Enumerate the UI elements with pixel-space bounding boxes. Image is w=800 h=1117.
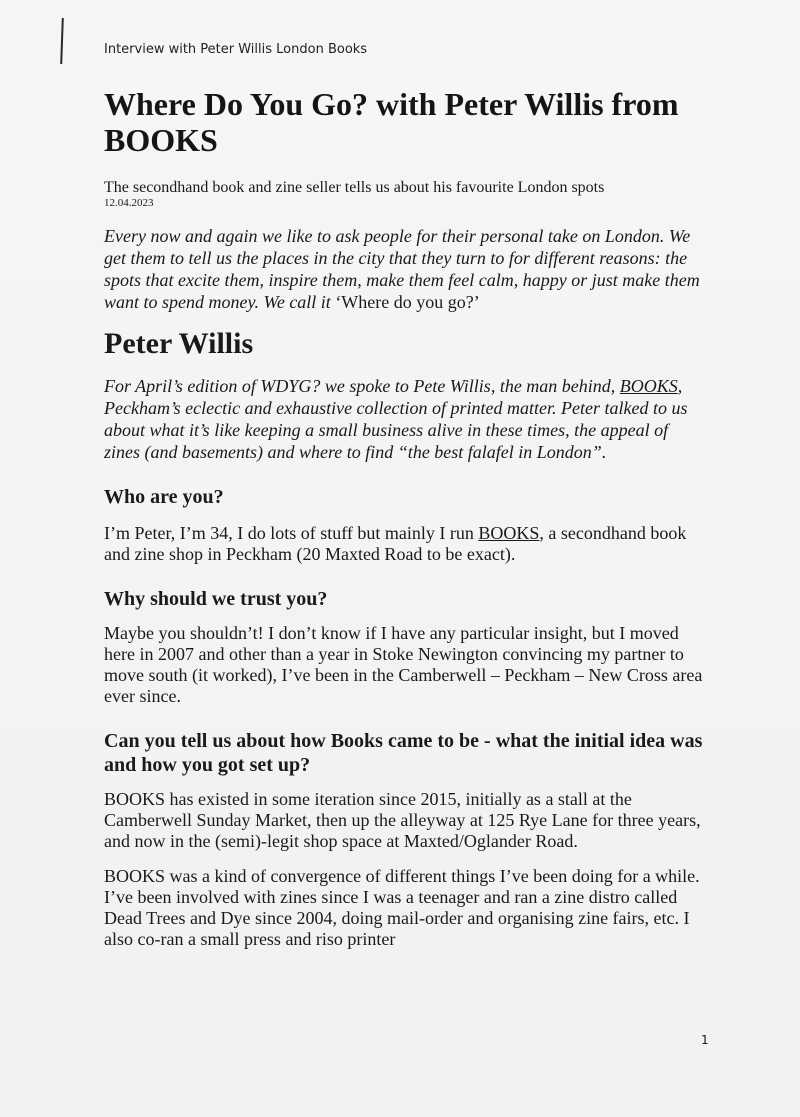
lede-paragraph — [104, 375, 704, 463]
books-link-2[interactable]: BOOKS — [478, 523, 540, 543]
pen-margin-mark — [60, 18, 64, 64]
lede-text-end: , Peckham’s eclectic and exhaustive collection of printed matter. Peter talked to us about what it’s like keeping a small business alive in these times, the appeal of zines (and basements) and where to find “the best falafel in London”. — [104, 376, 688, 462]
article-subtitle: The secondhand book and zine seller tells us about his favourite London spots — [104, 179, 605, 196]
intro-italic-text: Every now and again we like to ask people for their personal take on London. We get them to tell us the places in the city that they turn to for different reasons: the spots that excite them, inspire them, make them feel calm, happy or just make them want to spend money. We call it — [104, 226, 700, 312]
intro-paragraph — [104, 225, 704, 313]
intro-series-name: ‘Where do you go?’ — [335, 292, 480, 312]
answer-how-books-began-1: BOOKS has existed in some iteration since 2015, initially as a stall at the Camberwell Sunday Market, then up the alleyway at 125 Rye Lane for three years, and now in the (semi)-legit shop space at Maxted/Oglander Road. — [104, 789, 701, 851]
lede-text-start: For April’s edition of WDYG? we spoke to Pete Willis, the man behind, — [104, 376, 620, 396]
answer-who-are-you — [104, 523, 704, 565]
question-how-books-began: Can you tell us about how Books came to be - what the initial idea was and how you got set up? — [104, 730, 703, 776]
page-number: 1 — [701, 1033, 709, 1047]
books-link[interactable]: BOOKS — [619, 376, 678, 396]
question-why-trust: Why should we trust you? — [104, 588, 328, 610]
article-title: Where Do You Go? with Peter Willis from BOOKS — [104, 86, 679, 158]
name-heading: Peter Willis — [104, 327, 254, 360]
running-header: Interview with Peter Willis London Books — [104, 42, 368, 57]
question-who-are-you: Who are you? — [104, 486, 224, 508]
answer-how-books-began-2: BOOKS was a kind of convergence of different things I’ve been doing for a while. I’ve been involved with zines since I was a teenager and ran a zine distro called Dead Trees and Dye since 2004, doing mail-order and organising zine fairs, etc. I also co-ran a small press and riso printer — [104, 866, 700, 949]
article-date: 12.04.2023 — [104, 197, 154, 209]
answer-1-end: , a secondhand book and zine shop in Peckham (20 Maxted Road to be exact). — [104, 523, 687, 564]
answer-why-trust: Maybe you shouldn’t! I don’t know if I have any particular insight, but I moved here in 2007 and other than a year in Stoke Newington convincing my partner to move south (it worked), I’ve been in the Camberwell – Peckham – New Cross area ever since. — [104, 623, 703, 706]
answer-1-start: I’m Peter, I’m 34, I do lots of stuff but mainly I run — [104, 523, 479, 543]
article-body — [104, 86, 704, 950]
